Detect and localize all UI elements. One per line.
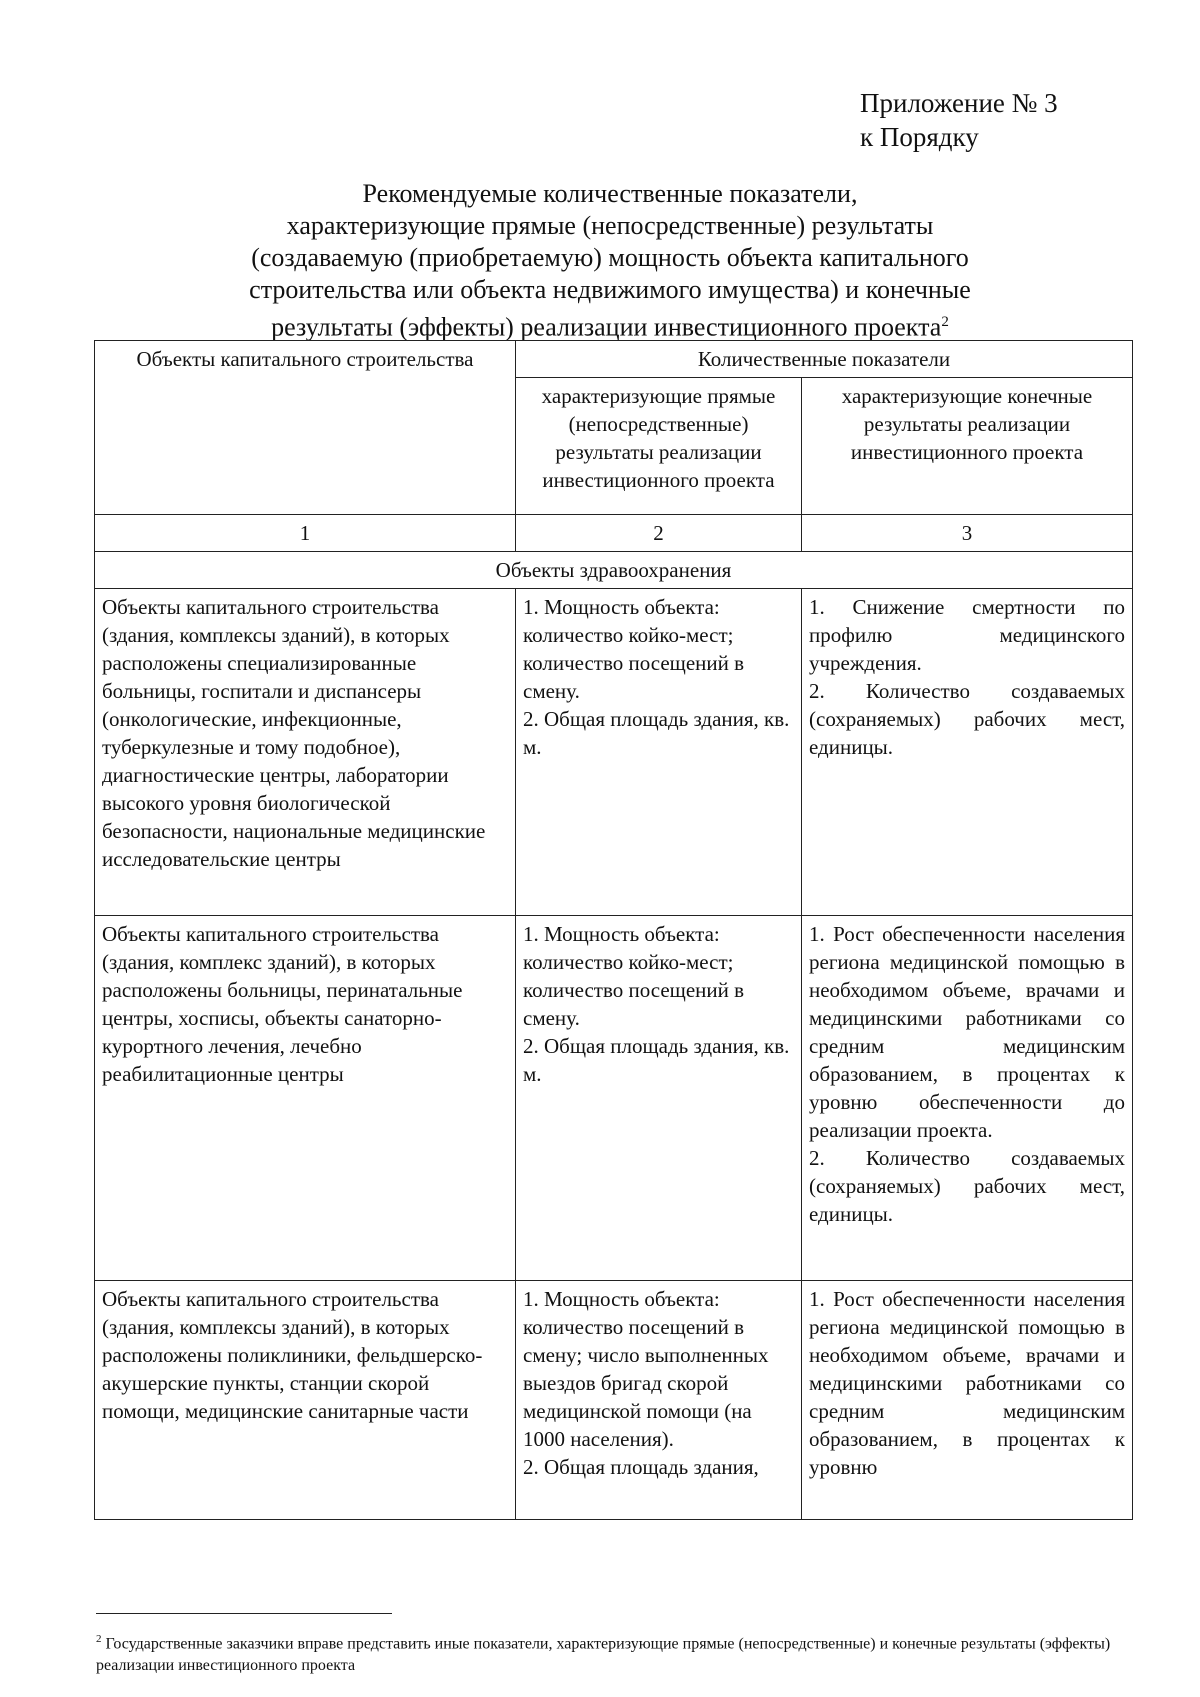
footnote-text: Государственные заказчики вправе представить иные показатели, характеризующие прямые (непосредственные) и конечные результаты (эффекты) реализации инвестиционного проекта (96, 1635, 1111, 1675)
title-line: характеризующие прямые (непосредственные) результаты (286, 211, 934, 240)
cell-item: 2. Количество создаваемых (сохраняемых) рабочих мест, единицы. (809, 1146, 1125, 1226)
direct-results-cell (516, 589, 802, 916)
header-indicators-group: Количественные показатели (516, 341, 1133, 378)
final-results-cell (802, 1281, 1133, 1520)
cell-item: 1. Мощность объекта: количество койко-мест; количество посещений в смену. (523, 922, 745, 1030)
table-header-row (95, 341, 1133, 378)
header-objects: Объекты капитального строительства (95, 341, 516, 515)
column-number: 1 (95, 515, 516, 552)
footnote-separator (96, 1613, 392, 1614)
object-cell: Объекты капитального строительства (здания, комплексы зданий), в которых расположены специализированные больницы, госпитали и диспансеры (онкологические, инфекционные, туберкулезные и тому подобное), диагностические центры, лаборатории высокого уровня биологической безопасности, национальные медицинские исследовательские центры (95, 589, 516, 916)
footnote-number: 2 (96, 1633, 102, 1645)
cell-item: 1. Рост обеспеченности населения региона медицинской помощью в необходимом объеме, врачами и медицинскими работниками со средним медицинским образованием, в процентах к уровню (809, 1287, 1125, 1479)
cell-item: 1. Мощность объекта: количество койко-мест; количество посещений в смену. (523, 595, 745, 703)
title-line: (создаваемую (приобретаемую) мощность объекта капитального (251, 243, 969, 272)
appendix-block (860, 86, 1058, 154)
column-number: 3 (802, 515, 1133, 552)
object-cell: Объекты капитального строительства (здания, комплексы зданий), в которых расположены поликлиники, фельдшерско-акушерские пункты, станции скорой помощи, медицинские санитарные части (95, 1281, 516, 1520)
direct-results-cell (516, 1281, 802, 1520)
title-line: Рекомендуемые количественные показатели, (362, 179, 858, 208)
cell-item: 2. Количество создаваемых (сохраняемых) рабочих мест, единицы. (809, 679, 1125, 759)
object-cell: Объекты капитального строительства (здания, комплекс зданий), в которых расположены больницы, перинатальные центры, хосписы, объекты санаторно-курортного лечения, лечебно реабилитационные центры (95, 916, 516, 1281)
header-direct-results: характеризующие прямые (непосредственные) результаты реализации инвестиционного проекта (516, 378, 802, 515)
cell-item: 1. Мощность объекта: количество посещений в смену; число выполненных выездов бригад скорой медицинской помощи (на 1000 населения). (523, 1287, 769, 1451)
header-final-results: характеризующие конечные результаты реализации инвестиционного проекта (802, 378, 1133, 515)
appendix-number: Приложение № 3 (860, 88, 1058, 118)
cell-item: 2. Общая площадь здания, кв. м. (523, 1034, 790, 1086)
direct-results-cell (516, 916, 802, 1281)
title-line (150, 306, 1070, 344)
footnote (96, 1628, 1136, 1677)
column-number: 2 (516, 515, 802, 552)
cell-item: 1. Рост обеспеченности населения региона медицинской помощью в необходимом объеме, врачами и медицинскими работниками со средним медицинским образованием, в процентах к уровню обеспеченности до реализации проекта. (809, 922, 1125, 1142)
document-title (150, 178, 1070, 344)
section-row (95, 552, 1133, 589)
appendix-reference: к Порядку (860, 122, 979, 152)
table-row (95, 589, 1133, 916)
final-results-cell (802, 916, 1133, 1281)
cell-item: 2. Общая площадь здания, (523, 1455, 759, 1479)
cell-item: 2. Общая площадь здания, кв. м. (523, 707, 790, 759)
title-line-text: результаты (эффекты) реализации инвестиционного проекта (271, 312, 942, 342)
table-row (95, 1281, 1133, 1520)
final-results-cell (802, 589, 1133, 916)
footnote-mark: 2 (941, 314, 949, 330)
title-line: строительства или объекта недвижимого имущества) и конечные (249, 275, 971, 304)
cell-item: 1. Снижение смертности по профилю медицинского учреждения. (809, 595, 1125, 675)
column-numbers-row (95, 515, 1133, 552)
indicators-table (94, 340, 1133, 1520)
section-title: Объекты здравоохранения (95, 552, 1133, 589)
table-row (95, 916, 1133, 1281)
